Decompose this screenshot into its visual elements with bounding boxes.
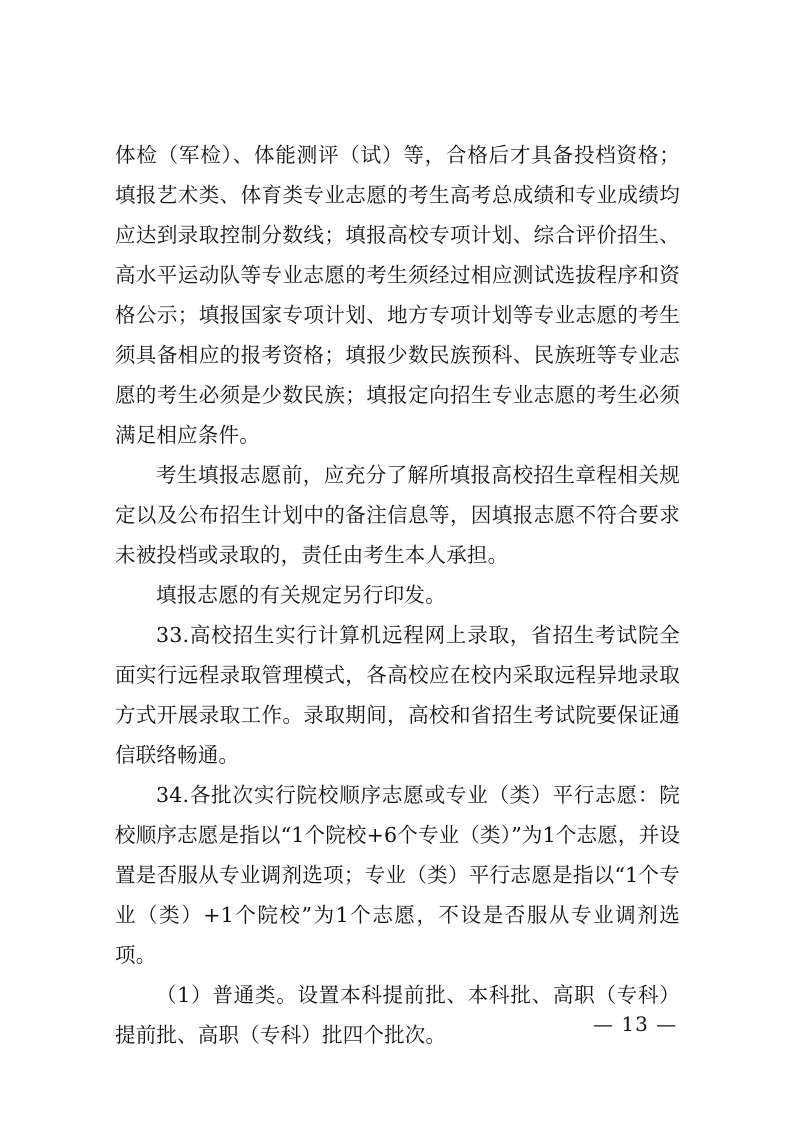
document-body: [115, 135, 680, 1055]
paragraph-article-34: 34.各批次实行院校顺序志愿或专业（类）平行志愿：院校顺序志愿是指以“1个院校+6个专业（类）”为1个志愿，并设置是否服从专业调剂选项；专业（类）平行志愿是指以“1个专业（类）+1个院校”为1个志愿，不设是否服从专业调剂选项。: [115, 783, 681, 967]
paragraph-article-33: 33.高校招生实行计算机远程网上录取，省招生考试院全面实行远程录取管理模式，各高校应在校内采取远程异地录取方式开展录取工作。录取期间，高校和省招生考试院要保证通信联络畅通。: [115, 623, 680, 767]
paragraph-general-category: （1）普通类。设置本科提前批、本科批、高职（专科）提前批、高职（专科）批四个批次。: [115, 983, 680, 1047]
page-number: — 13 —: [593, 1012, 678, 1036]
paragraph-admission-requirements: 体检（军检）、体能测评（试）等，合格后才具备投档资格；填报艺术类、体育类专业志愿的考生高考总成绩和专业成绩均应达到录取控制分数线；填报高校专项计划、综合评价招生、高水平运动队等专业志愿的考生须经过相应测试选拔程序和资格公示；填报国家专项计划、地方专项计划等专业志愿的考生须具备相应的报考资格；填报少数民族预科、民族班等专业志愿的考生必须是少数民族；填报定向招生专业志愿的考生必须满足相应条件。: [115, 143, 680, 447]
paragraph-applicant-responsibility: 考生填报志愿前，应充分了解所填报高校招生章程相关规定以及公布招生计划中的备注信息等，因填报志愿不符合要求未被投档或录取的，责任由考生本人承担。: [115, 463, 680, 567]
paragraph-separate-regulations: 填报志愿的有关规定另行印发。: [156, 583, 446, 607]
